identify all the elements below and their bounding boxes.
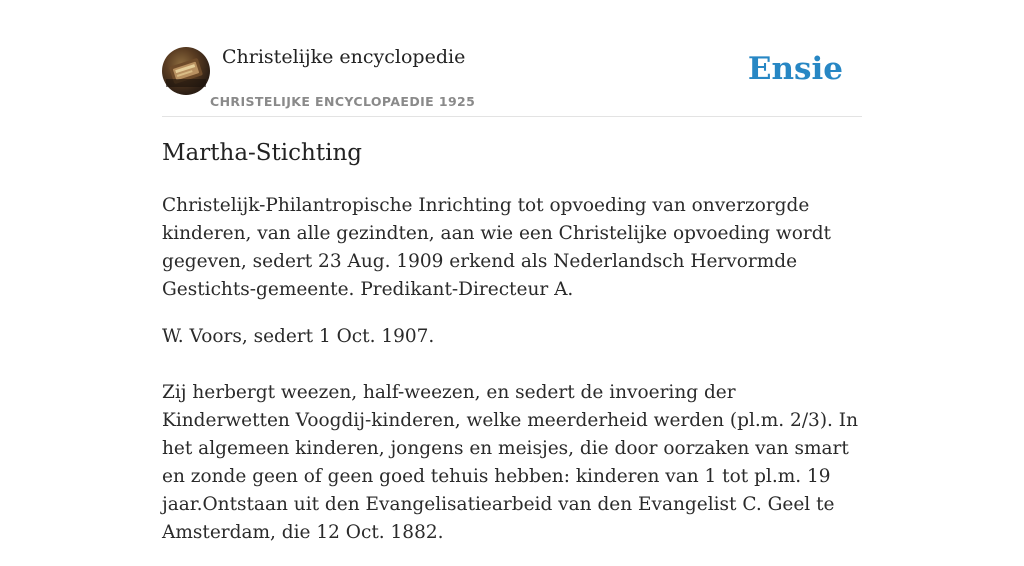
site-header (162, 0, 862, 117)
article-body (162, 192, 862, 566)
page-container (162, 0, 862, 543)
site-avatar[interactable] (162, 47, 210, 95)
book-photo-icon (162, 47, 210, 95)
article-paragraph: Zij herbergt weezen, half-weezen, en sedert de invoering der Kinderwetten Voogdij-kinderen, welke meerderheid werden (pl.m. 2/3). In het algemeen kinderen, jongens en meisjes, die door oorzaken van smart en zonde geen of geen goed tehuis hebben: kinderen van 1 tot pl.m. 19 jaar.Ontstaan uit den Evangelisatiearbeid van den Evangelist C. Geel te Amsterdam, die 12 Oct. 1882. (162, 382, 859, 543)
brand-logo[interactable]: Ensie (747, 51, 843, 87)
article-paragraph: Christelijk-Philantropische Inrichting tot opvoeding van onverzorgde kinderen, van alle gezindten, aan wie een Christelijke opvoeding wordt gegeven, sedert 23 Aug. 1909 erkend als Nederlandsch Hervormde Gestichts-gemeente. Predikant-Directeur A. (162, 195, 831, 300)
article-paragraph: W. Voors, sedert 1 Oct. 1907. (162, 326, 435, 347)
article-title: Martha-Stichting (162, 140, 362, 166)
site-subtitle[interactable]: CHRISTELIJKE ENCYCLOPAEDIE 1925 (210, 94, 476, 109)
site-title[interactable]: Christelijke encyclopedie (222, 46, 466, 68)
